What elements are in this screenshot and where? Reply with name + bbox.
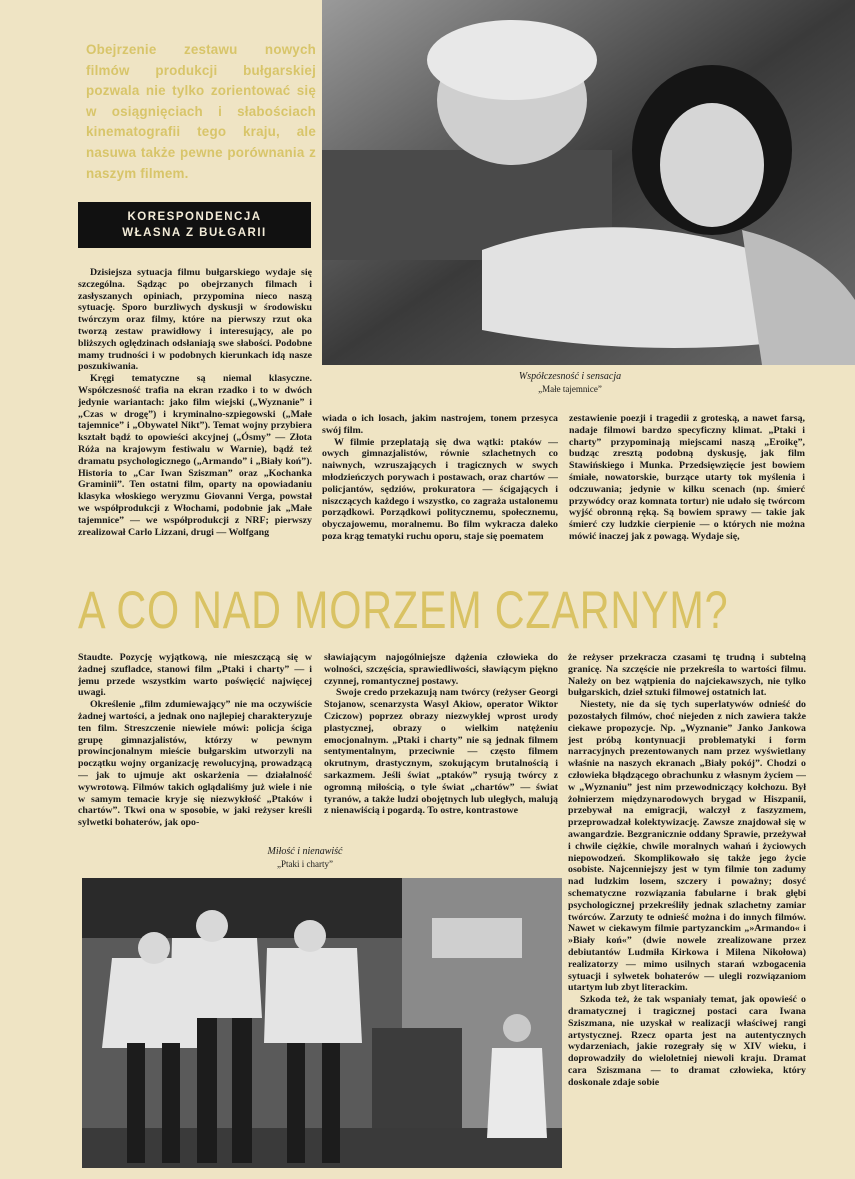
paragraph: sławiającym najogólniejsze dążenia człowieka do wolności, szczęścia, sprawiedliwości, sławiącym piękno czynnej, romantycznej postawy. (324, 652, 558, 687)
top-photo (322, 0, 855, 365)
column-bottom-right (568, 652, 806, 1152)
bottom-photo-caption (230, 846, 380, 870)
correspondence-badge (78, 202, 311, 248)
column-bottom-left (78, 652, 312, 838)
lead-paragraph: Obejrzenie zestawu nowych filmów produkcji bułgarskiej pozwala nie tylko zorientować się w osiągnięciach i słabościach kinematografii tego kraju, ale nasuwa także pewne porównania z naszym filmem. (86, 42, 316, 181)
headline: A CO NAD MORZEM CZARNYM? (78, 581, 729, 640)
paragraph: wiada o ich losach, jakim nastrojem, tonem przesyca swój film. (322, 413, 558, 436)
paragraph: Staudte. Pozycję wyjątkową, nie mieszczącą się w żadnej szufladce, stanowi film „Ptaki i charty” — i jemu przede wszystkim warto poświęcić najwięcej uwagi. (78, 652, 312, 699)
badge-line-2: WŁASNA Z BUŁGARII (122, 227, 267, 239)
bottom-photo-caption-title: Miłość i nienawiść (267, 846, 343, 857)
column-bottom-middle (324, 652, 558, 840)
paragraph: że reżyser przekracza czasami tę trudną i subtelną granicę. Na szczęście nie przekreśla to wartości filmu. Należy on bez wątpienia do najciekawszych, nie tylko bułgarskich, dzieł sztuki filmowej ostatnich lat. (568, 652, 806, 699)
column-top-middle (322, 413, 558, 553)
paragraph: Kręgi tematyczne są niemal klasyczne. Współczesność trafia na ekran rzadko i to w dwóch jedynie wariantach: jako film wiejski („Wyznanie” i „Czas w drogę”) i kryminalno-szpiegowski („Małe tajemnice” i „Obywatel Nikt”). Temat wojny przybiera kształt bądź to opowieści akcyjnej („Ósmy” — Złota Róża na krajowym festiwalu w Warnie), bądź też dramatu psychologicznego („Armando” i „Biały koń”). Historia to „Car Iwan Sziszman” oraz „Kochanka Graminii”. Ten ostatni film, oparty na opowiadaniu klasyka włoskiego weryzmu Giovanni Verga, powstał we współprodukcji z Włochami, podobnie jak „Małe tajemnice” — we współprodukcji z NRF; pierwszy zrealizował Carlo Lizzani, drugi — Wolfgang (78, 373, 312, 538)
column-top-left (78, 267, 312, 569)
badge-line-1: KORESPONDENCJA (127, 211, 262, 223)
bottom-photo-caption-subtitle: „Ptaki i charty” (277, 859, 333, 869)
top-photo-image (322, 0, 855, 365)
top-photo-caption-title: Współczesność i sensacja (518, 371, 622, 382)
paragraph: Dzisiejsza sytuacja filmu bułgarskiego wydaje się szczególna. Sądząc po obejrzanych filmach i zasłyszanych opiniach, przypomina nieco naszą sytuację. Sporo burzliwych dyskusji w środowisku twórczym oraz filmy, które na pierwszy rzut oka tworzą zestaw prawidłowy i interesujący, ale po bliższych oględzinach odsłaniają swe słabości. Podobne mamy trudności i w podobnych kierunkach idą nasze poszukiwania. (78, 267, 312, 373)
paragraph: Szkoda też, że tak wspaniały temat, jak opowieść o dramatycznej i tragicznej postaci cara Iwana Sziszmana, nie uzyskał w realizacji właściwej rangi artystycznej. Rzecz oparta jest na autentycznych wydarzeniach, jakie rozegrały się w XIV wieku, i doprowadziły do wieloletniej niewoli kraju. Dramat cara Sziszmana — to dramat człowieka, który doskonale zdaje sobie (568, 994, 806, 1088)
paragraph: Swoje credo przekazują nam twórcy (reżyser Georgi Stojanow, scenarzysta Wasyl Akiow, operator Wiktor Cziczow) poprzez obrazy niezwykłej wprost urody plastycznej, obrazy o wielkim natężeniu emocjonalnym. „Ptaki i charty” nie są jednak filmem sentymentalnym, przeciwnie — często filmem okrutnym, drastycznym, szokującym brutalnością i sarkazmem. Jeśli świat „ptaków” rysują twórcy z ogromną miłością, o tyle świat „chartów” — świat tyranów, a także ludzi obojętnych lub uległych, malują z nienawiścią i pogardą. To ostre, kontrastowe (324, 687, 558, 817)
paragraph: Niestety, nie da się tych superlatywów odnieść do pozostałych filmów, choć niejeden z nich zawiera także ciekawe propozycje. Np. „Wyznanie” Janko Jankowa jest próbą kontynuacji problematyki i form narracyjnych prezentowanych nam przez wyświetlany właśnie na naszych ekranach „Biały pokój”. Chodzi o człowieka błądzącego obrachunku z własnym życiem — w „Wyznaniu” jest nim przewodniczący kołchozu. Był żołnierzem międzynarodowych brygad w Hiszpanii, przebywał na emigracji, walczył z faszyzmem, przeprowadzał kolektywizację. Zawsze znajdował się w awangardzie. Bezgranicznie oddany Sprawie, przeżywał i chwile ciężkie, chwile moralnych wahań i życiowych niepowodzeń. Skomplikowało się także jego życie osobiste. Najcenniejszy jest w tym filmie ton zadumy nad ludzkim losem, szczery i poważny; dosyć schematyczne rozwiązania fabularne i brak głębi psychologicznej przekreśliły jednak szlachetny zamiar twórców. Zarzuty te odnieść można i do innych filmów. Nawet w ciekawym filmie partyzanckim „»Armando« i »Biały koń«” (dwie nowele zrealizowane przez debiutantów Ludmiła Kirkowa i Milena Nikołowa) realizatorzy — mimo usilnych starań wzbogacenia sytuacji i sylwetek bohaterów — ulegli rozwiązaniom utartym lub zbyt literackim. (568, 699, 806, 994)
bottom-photo-image (82, 878, 562, 1168)
top-photo-caption (480, 371, 660, 395)
paragraph: Określenie „film zdumiewający” nie ma oczywiście żadnej wartości, a jednak ono najlepiej charakteryzuje ten film. Streszczenie niewiele mówi: policja ściga grupę gimnazjalistów, którzy w pewnym prowincjonalnym mieście bułgarskim utworzyli na początku wojny organizację rewolucyjną, prowadzącą — jak to ujmuje akt oskarżenia — działalność wywrotową. Filmów takich oglądaliśmy już wiele i nie w samym temacie kryje się niezwykłość „Ptaków i chartów”. Tkwi ona w sposobie, w jaki reżyser kreśli sylwetki bohaterów, jak opo- (78, 699, 312, 829)
top-photo-caption-subtitle: „Małe tajemnice” (538, 384, 602, 394)
paragraph: zestawienie poezji i tragedii z groteską, a nawet farsą, nadaje filmowi bardzo specyficzny klimat. „Ptaki i charty” przypominają miejscami naszą „Eroikę”, budząc zresztą podobną dyskusję, jak film Stawińskiego i Munka. Przedsięwzięcie jest bowiem śmiałe, nowatorskie, burzące utarty tok myślenia i odczuwania; jedynie w kilku scenach (np. śmierć przywódcy oraz komnata tortur) nie udało się twórcom wyjść obronną ręką. Są bowiem sprawy — takie jak śmierć czy ludzkie cierpienie — o których nie można mówić inaczej jak z powagą. Wydaje się, (569, 413, 805, 542)
bottom-photo (82, 878, 562, 1168)
paragraph: W filmie przeplatają się dwa wątki: ptaków — owych gimnazjalistów, równie szlachetnych co naiwnych, wzruszających i tragicznych w swych młodzieńczych porywach i postawach, oraz chartów — policjantów, sędziów, prokuratora — ścigających i niszczących każdego i wszystko, co zagraża ustalonemu porządkowi. Porządkowi politycznemu, społecznemu, obyczajowemu, moralnemu. Bo film wykracza daleko poza krąg tematyki ruchu oporu, staje się poematem (322, 436, 558, 542)
column-top-right (569, 413, 805, 553)
